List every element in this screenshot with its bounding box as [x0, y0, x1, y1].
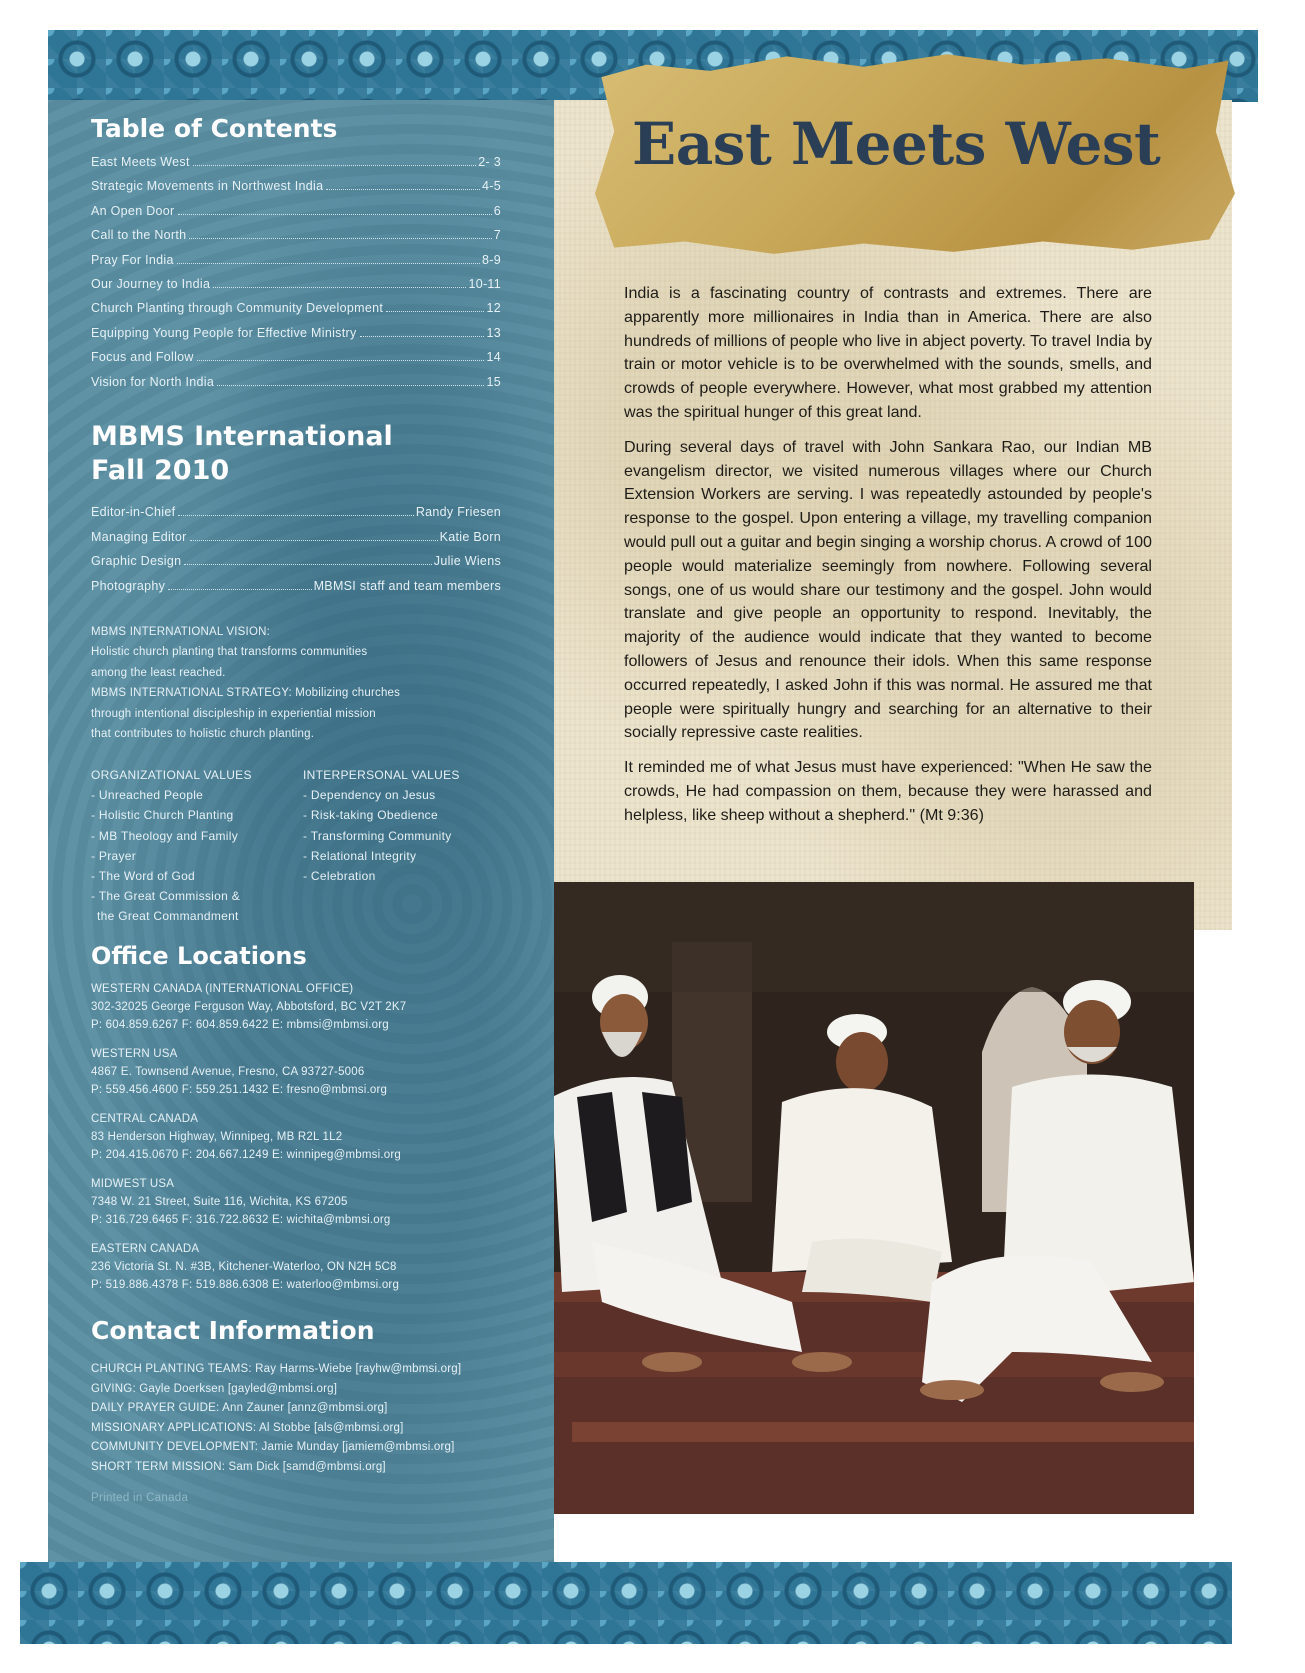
contact-line: COMMUNITY DEVELOPMENT: Jamie Munday [jamiem@mbmsi.org]	[91, 1441, 455, 1454]
toc-item[interactable]: Equipping Young People for Effective Ministry 13	[91, 325, 501, 340]
contact-line: SHORT TERM MISSION: Sam Dick [samd@mbmsi.org]	[91, 1460, 386, 1473]
office-locations-title: Office Locations	[91, 942, 307, 970]
article-photo	[532, 882, 1194, 1514]
toc-title: Table of Contents	[91, 114, 338, 143]
masthead-title: MBMS International Fall 2010	[91, 421, 393, 486]
article-paragraph: India is a fascinating country of contrasts and extremes. There are apparently more millionaires in India than in America. There are also hundreds of millions of people who live in abject poverty. To travel India by train or motor vehicle is to be overwhelmed with the sounds, smells, and crowds of people everywhere. However, what most grabbed my attention was the spiritual hunger of this great land.	[624, 284, 1152, 421]
bottom-decorative-band	[20, 1562, 1232, 1644]
toc-item[interactable]: Pray For India 8-9	[91, 252, 501, 267]
toc-item[interactable]: East Meets West 2- 3	[91, 155, 501, 169]
article-body	[624, 282, 1152, 839]
toc-item[interactable]: Focus and Follow 14	[91, 350, 501, 365]
toc-item[interactable]: Vision for North India 15	[91, 374, 501, 389]
contact-line: CHURCH PLANTING TEAMS: Ray Harms-Wiebe [rayhw@mbmsi.org]	[91, 1363, 462, 1375]
table-of-contents	[91, 155, 501, 399]
interpersonal-values: INTERPERSONAL VALUES - Dependency on Jesus - Risk-taking Obedience - Transforming Community - Relational Integrity - Celebration	[303, 768, 460, 884]
toc-item[interactable]: Church Planting through Community Development 12	[91, 301, 501, 316]
toc-item[interactable]: Our Journey to India 10-11	[91, 276, 501, 291]
contact-line: DAILY PRAYER GUIDE: Ann Zauner [annz@mbmsi.org]	[91, 1402, 388, 1415]
staff-item: Editor-in-Chief Randy Friesen	[91, 505, 501, 519]
office-item: MIDWEST USA 7348 W. 21 Street, Suite 116, Wichita, KS 67205 P: 316.729.6465 F: 316.722.8632 E: wichita@mbmsi.org	[91, 1178, 391, 1226]
office-list	[91, 980, 531, 1305]
article-title: East Meets West	[632, 110, 1161, 178]
staff-item: Photography MBMSI staff and team members	[91, 578, 501, 593]
toc-item[interactable]: Strategic Movements in Northwest India 4-5	[91, 179, 501, 194]
photo-illustration	[532, 882, 1194, 1514]
office-item: WESTERN CANADA (INTERNATIONAL OFFICE) 302-32025 George Ferguson Way, Abbotsford, BC V2T 2K7 P: 604.859.6267 F: 604.859.6422 E: mbmsi@mbmsi.org	[91, 983, 407, 1031]
sidebar	[48, 100, 554, 1562]
article-paragraph: During several days of travel with John Sankara Rao, our Indian MB evangelism director, we visited numerous villages where our Church Extension Workers are serving. I was repeatedly astounded by people's response to the gospel. Upon entering a village, my travelling companion would pull out a guitar and begin singing a worship chorus. A crowd of 100 people would materialize seemingly from nowhere. Following several songs, one of us would share our testimony and the gospel. John would translate and give people an opportunity to respond. Inevitably, the majority of the audience would indicate that they wanted to become followers of Jesus and renounce their idols. When this same response occurred repeatedly, I asked John if this was normal. He assured me that people were spiritually hungry and searching for an alternative to their socially repressive caste realities.	[624, 437, 1152, 742]
contact-list	[91, 1360, 551, 1478]
toc-item[interactable]: An Open Door 6	[91, 203, 501, 218]
staff-item: Graphic Design Julie Wiens	[91, 554, 501, 569]
office-item: WESTERN USA 4867 E. Townsend Avenue, Fresno, CA 93727-5006 P: 559.456.4600 F: 559.251.1432 E: fresno@mbmsi.org	[91, 1048, 388, 1096]
toc-item[interactable]: Call to the North 7	[91, 228, 501, 243]
staff-list	[91, 505, 501, 603]
organizational-values: ORGANIZATIONAL VALUES - Unreached People - Holistic Church Planting - MB Theology and Family - Prayer - The Word of God - The Great Commission & the Great Commandment	[91, 768, 252, 924]
contact-title: Contact Information	[91, 1316, 375, 1345]
article-paragraph: It reminded me of what Jesus must have experienced: "When He saw the crowds, He had compassion on them, because they were harassed and helpless, like sheep without a shepherd." (Mt 9:36)	[624, 758, 1152, 824]
vision-statement: MBMS INTERNATIONAL VISION: Holistic church planting that transforms communities among the least reached. MBMS INTERNATIONAL STRATEGY: Mobilizing churches through intentional discipleship in experiential mission that contributes to holistic church planting.	[91, 626, 401, 741]
office-item: EASTERN CANADA 236 Victoria St. N. #3B, Kitchener-Waterloo, ON N2H 5C8 P: 519.886.4378 F: 519.886.6308 E: waterloo@mbmsi.org	[91, 1243, 400, 1291]
contact-line: MISSIONARY APPLICATIONS: Al Stobbe [als@mbmsi.org]	[91, 1421, 404, 1434]
contact-line: GIVING: Gayle Doerksen [gayled@mbmsi.org]	[91, 1382, 338, 1395]
staff-item: Managing Editor Katie Born	[91, 529, 501, 544]
office-item: CENTRAL CANADA 83 Henderson Highway, Winnipeg, MB R2L 1L2 P: 204.415.0670 F: 204.667.1249 E: winnipeg@mbmsi.org	[91, 1113, 401, 1161]
printed-in-label: Printed in Canada	[91, 1492, 189, 1504]
